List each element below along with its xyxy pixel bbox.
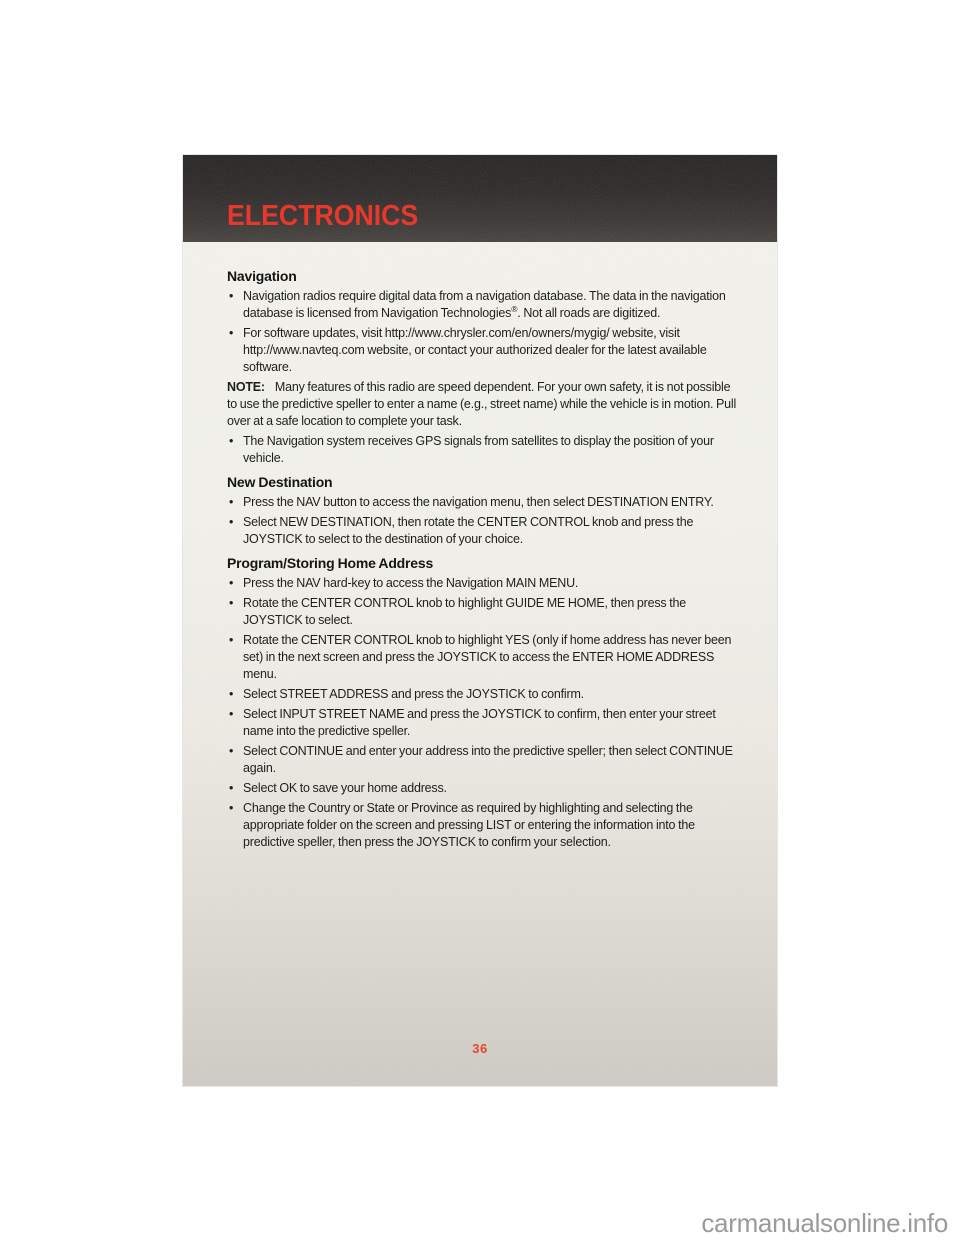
section-heading: Navigation bbox=[227, 268, 297, 284]
bullet-icon: • bbox=[229, 687, 234, 701]
bullet-icon: • bbox=[229, 515, 234, 529]
chapter-banner bbox=[183, 155, 777, 242]
bullet-item bbox=[227, 686, 743, 703]
bullet-text: Navigation radios require digital data from a navigation database. The data in the navigation database is licensed from Navigation Technologies®. Not all roads are digitized. bbox=[243, 289, 726, 320]
chapter-title: ELECTRONICS bbox=[227, 200, 419, 232]
bullet-icon: • bbox=[229, 434, 234, 448]
bullet-text: Press the NAV hard-key to access the Navigation MAIN MENU. bbox=[243, 576, 579, 590]
bullet-text: The Navigation system receives GPS signals from satellites to display the position of your vehicle. bbox=[243, 434, 714, 465]
bullet-text: Rotate the CENTER CONTROL knob to highlight YES (only if home address has never been set) in the next screen and press the JOYSTICK to access the ENTER HOME ADDRESS menu. bbox=[243, 633, 732, 681]
bullet-icon: • bbox=[229, 326, 234, 340]
note-label: NOTE: bbox=[227, 380, 265, 394]
bullet-text: Press the NAV button to access the navigation menu, then select DESTINATION ENTRY. bbox=[243, 495, 714, 509]
bullet-item bbox=[227, 706, 743, 740]
bullet-item bbox=[227, 433, 743, 467]
bullet-text: Select NEW DESTINATION, then rotate the CENTER CONTROL knob and press the JOYSTICK to select to the destination of your choice. bbox=[243, 515, 694, 546]
bullet-item bbox=[227, 780, 743, 797]
bullet-text: Change the Country or State or Province as required by highlighting and selecting the appropriate folder on the screen and pressing LIST or entering the information into the predictive speller, then press the JOYSTICK to confirm your selection. bbox=[243, 801, 695, 849]
bullet-icon: • bbox=[229, 707, 234, 721]
bullet-icon: • bbox=[229, 744, 234, 758]
watermark: carmanualsonline.info bbox=[701, 1208, 948, 1239]
bullet-icon: • bbox=[229, 801, 234, 815]
bullet-item bbox=[227, 575, 743, 592]
bullet-text: Select STREET ADDRESS and press the JOYSTICK to confirm. bbox=[243, 687, 584, 701]
bullet-text: For software updates, visit http://www.chrysler.com/en/owners/mygig/ website, visit http://www.navteq.com website, or contact your authorized dealer for the latest available software. bbox=[243, 326, 707, 374]
bullet-item bbox=[227, 514, 743, 548]
bullet-item bbox=[227, 595, 743, 629]
section-heading: Program/Storing Home Address bbox=[227, 555, 434, 571]
bullet-text: Select CONTINUE and enter your address into the predictive speller; then select CONTINUE again. bbox=[243, 744, 733, 775]
bullet-item bbox=[227, 632, 743, 683]
page-content bbox=[227, 267, 743, 854]
manual-page bbox=[183, 155, 777, 1086]
note-paragraph: NOTE: Many features of this radio are speed dependent. For your own safety, it is not possible to use the predictive speller to enter a name (e.g., street name) while the vehicle is in motion. Pull over at a safe location to complete your task. bbox=[227, 380, 737, 428]
bullet-icon: • bbox=[229, 289, 234, 303]
bullet-text: Rotate the CENTER CONTROL knob to highlight GUIDE ME HOME, then press the JOYSTICK to select. bbox=[243, 596, 686, 627]
bullet-icon: • bbox=[229, 781, 234, 795]
bullet-item bbox=[227, 800, 743, 851]
bullet-icon: • bbox=[229, 495, 234, 509]
bullet-item bbox=[227, 494, 743, 511]
page-number: 36 bbox=[472, 1041, 488, 1056]
bullet-icon: • bbox=[229, 576, 234, 590]
bullet-text: Select OK to save your home address. bbox=[243, 781, 447, 795]
bullet-icon: • bbox=[229, 633, 234, 647]
bullet-icon: • bbox=[229, 596, 234, 610]
bullet-item bbox=[227, 288, 743, 322]
bullet-item bbox=[227, 325, 743, 376]
bullet-text: Select INPUT STREET NAME and press the JOYSTICK to confirm, then enter your street name into the predictive speller. bbox=[243, 707, 716, 738]
bullet-item bbox=[227, 743, 743, 777]
registered-trademark-symbol: ® bbox=[511, 303, 518, 314]
section-heading: New Destination bbox=[227, 474, 333, 490]
